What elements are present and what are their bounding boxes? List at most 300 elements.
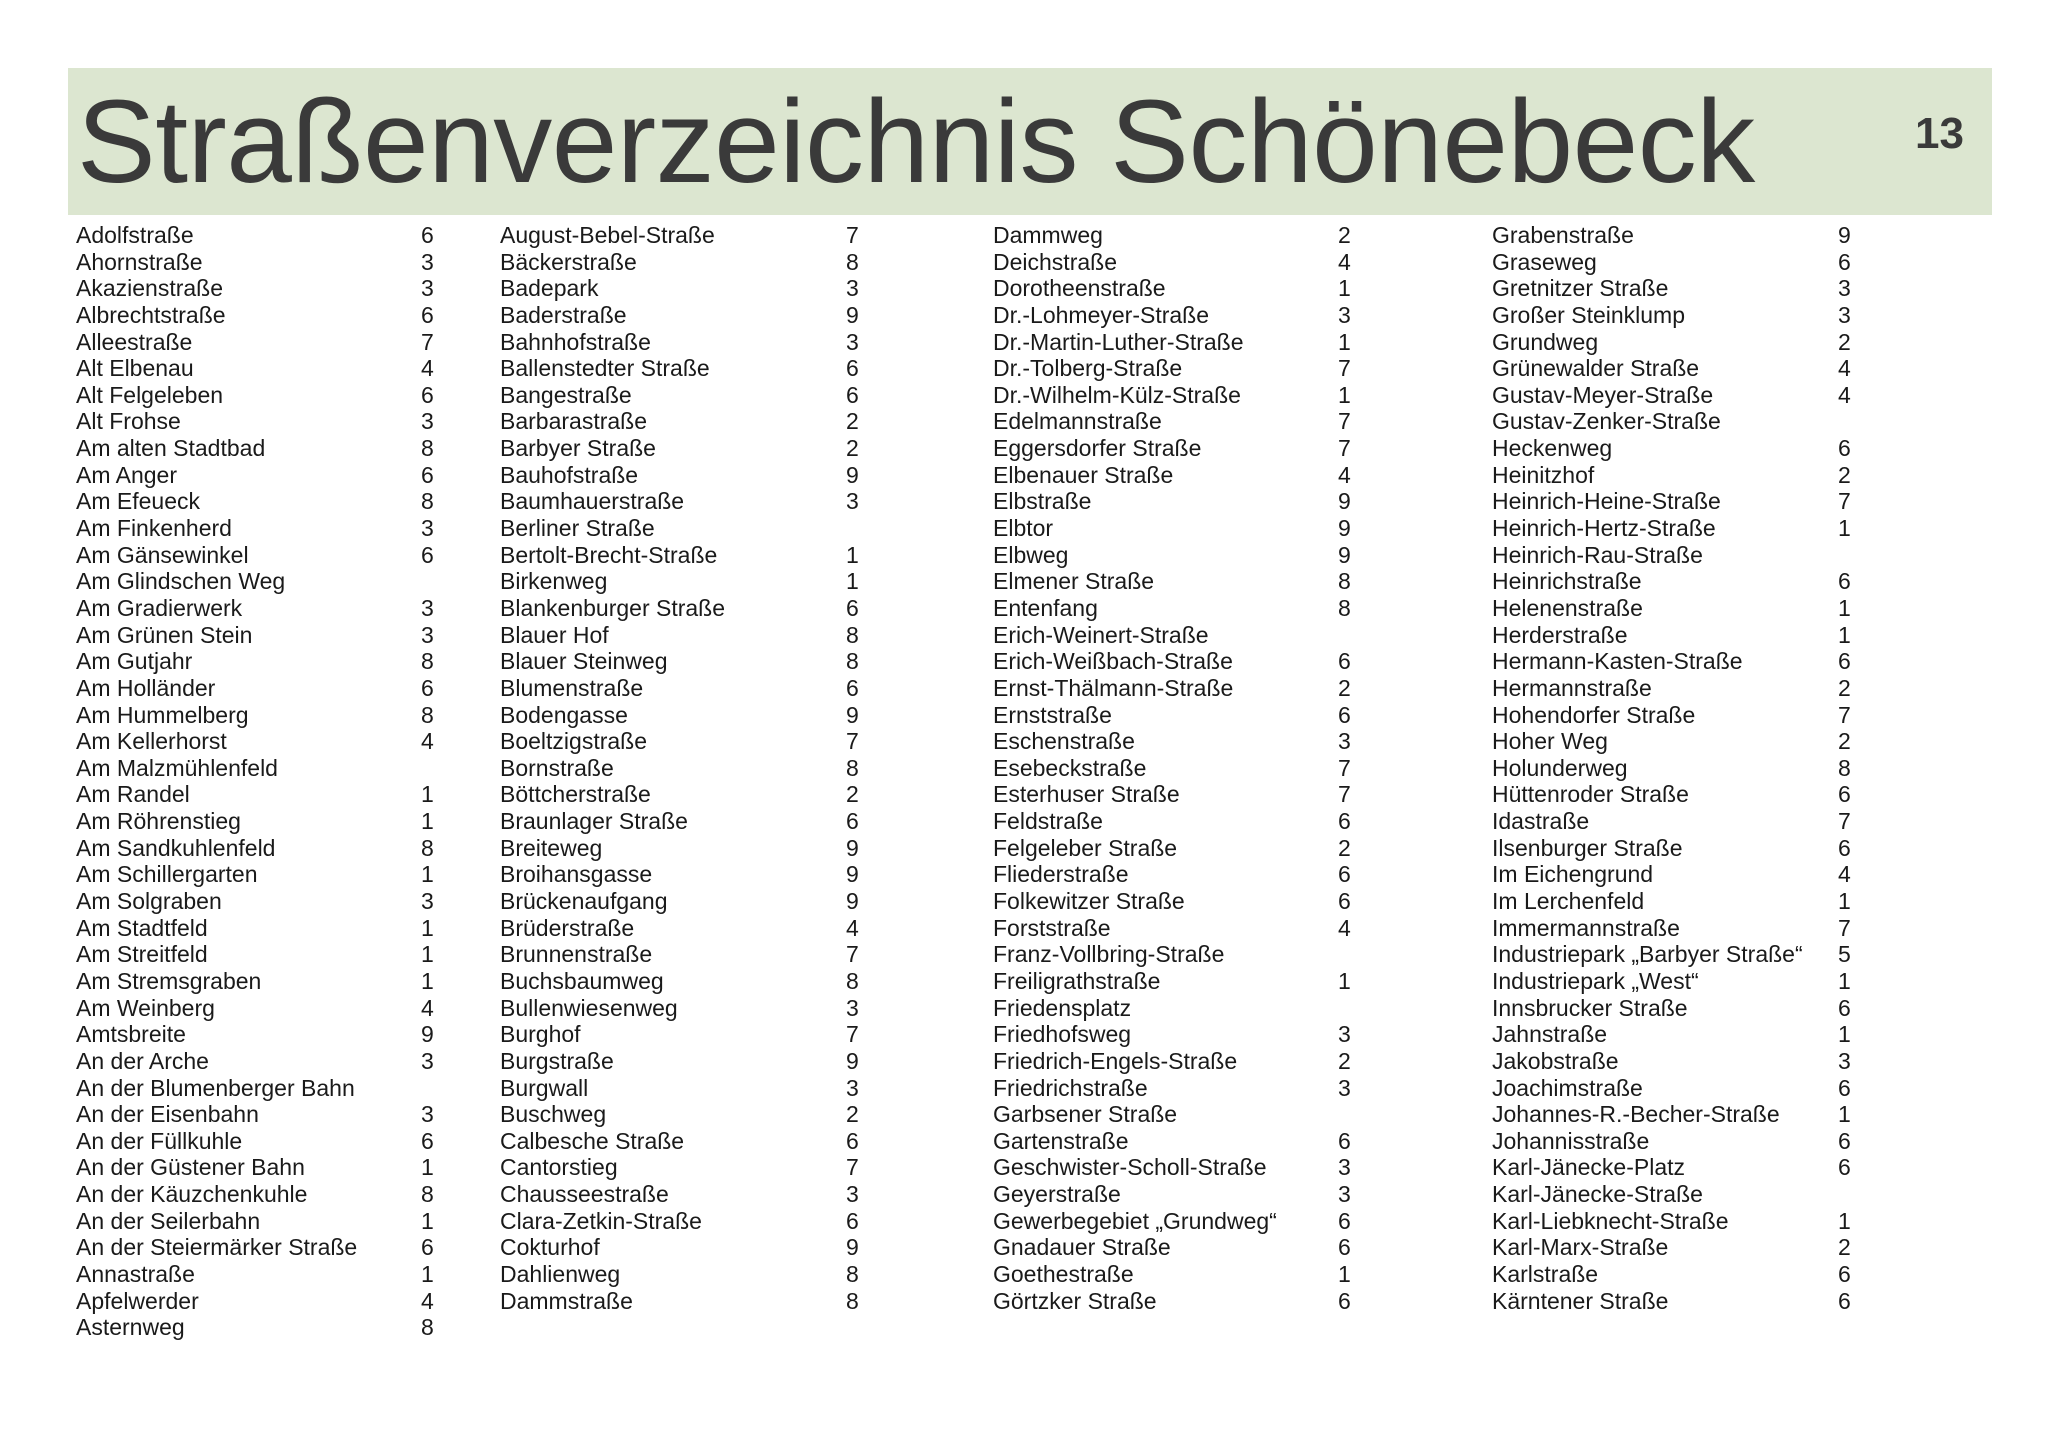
map-page-number: 1 bbox=[1338, 381, 1351, 408]
street-name: Buchsbaumweg bbox=[500, 967, 664, 994]
street-name: An der Steiermärker Straße bbox=[76, 1234, 358, 1261]
map-page-number: 2 bbox=[846, 408, 859, 435]
map-page-number: 7 bbox=[846, 1154, 859, 1181]
map-page-number: 7 bbox=[1338, 408, 1351, 435]
map-page-number: 7 bbox=[846, 728, 859, 755]
map-page-number: 1 bbox=[1838, 1207, 1851, 1234]
map-page-number: 2 bbox=[846, 1101, 859, 1128]
street-name: Bahnhofstraße bbox=[500, 328, 651, 355]
map-page-number: 2 bbox=[1338, 674, 1351, 701]
street-name: An der Seilerbahn bbox=[76, 1207, 261, 1234]
street-name: Ernst-Thälmann-Straße bbox=[993, 674, 1234, 701]
map-page-number: 1 bbox=[1338, 1260, 1351, 1287]
street-name: Jahnstraße bbox=[1492, 1021, 1608, 1048]
map-page-number: 6 bbox=[1338, 808, 1351, 835]
street-name: Am Holländer bbox=[76, 674, 216, 701]
street-name: Herderstraße bbox=[1492, 621, 1628, 648]
map-page-number: 4 bbox=[1838, 381, 1851, 408]
map-page-number: 3 bbox=[421, 621, 434, 648]
street-name: Burgstraße bbox=[500, 1047, 614, 1074]
map-page-number: 3 bbox=[1338, 1074, 1351, 1101]
map-page-number: 6 bbox=[421, 461, 434, 488]
map-page-number: 9 bbox=[1338, 541, 1351, 568]
map-page-number: 1 bbox=[1838, 594, 1851, 621]
map-page-number: 6 bbox=[846, 808, 859, 835]
map-page-number: 8 bbox=[421, 488, 434, 515]
street-name: Calbesche Straße bbox=[500, 1127, 685, 1154]
street-name: Dr.-Lohmeyer-Straße bbox=[993, 301, 1210, 328]
street-name: Annastraße bbox=[76, 1260, 195, 1287]
map-page-number: 6 bbox=[1338, 648, 1351, 675]
map-page-number: 1 bbox=[1838, 1021, 1851, 1048]
map-page-number: 7 bbox=[846, 1021, 859, 1048]
map-page-number: 6 bbox=[1838, 1287, 1851, 1314]
street-name: An der Güstener Bahn bbox=[76, 1154, 305, 1181]
map-page-number: 3 bbox=[1338, 728, 1351, 755]
map-page-number: 2 bbox=[1838, 1234, 1851, 1261]
street-name: Heinrich-Hertz-Straße bbox=[1492, 515, 1716, 542]
map-page-number: 6 bbox=[421, 674, 434, 701]
street-name: Garbsener Straße bbox=[993, 1101, 1178, 1128]
map-page-number: 1 bbox=[1838, 888, 1851, 915]
street-name: Adolfstraße bbox=[76, 222, 194, 248]
street-name: Am Malzmühlenfeld bbox=[76, 754, 278, 781]
street-name: Hüttenroder Straße bbox=[1492, 781, 1689, 808]
street-name: Holunderweg bbox=[1492, 754, 1628, 781]
street-name: Am Anger bbox=[76, 461, 177, 488]
street-name: Feldstraße bbox=[993, 808, 1103, 835]
street-name: Dammstraße bbox=[500, 1287, 633, 1314]
street-name: Franz-Vollbring-Straße bbox=[993, 941, 1225, 968]
street-name: Bornstraße bbox=[500, 754, 614, 781]
street-name: Elmener Straße bbox=[993, 568, 1155, 595]
map-page-number: 8 bbox=[421, 435, 434, 462]
street-name: Felgeleber Straße bbox=[993, 834, 1178, 861]
street-name: Forststraße bbox=[993, 914, 1111, 941]
street-name: Ernststraße bbox=[993, 701, 1112, 728]
street-name: Grünewalder Straße bbox=[1492, 355, 1700, 382]
street-name: Karl-Marx-Straße bbox=[1492, 1234, 1669, 1261]
page-title: Straßenverzeichnis Schönebeck bbox=[77, 76, 1755, 208]
street-name: Am Röhrenstieg bbox=[76, 808, 241, 835]
map-page-number: 1 bbox=[421, 781, 434, 808]
street-name: Gretnitzer Straße bbox=[1492, 275, 1669, 302]
street-name: Am Gänsewinkel bbox=[76, 541, 249, 568]
map-page-number: 3 bbox=[846, 275, 859, 302]
map-page-number: 9 bbox=[1838, 222, 1851, 248]
street-name: Am Kellerhorst bbox=[76, 728, 227, 755]
map-page-number: 7 bbox=[1838, 701, 1851, 728]
map-page-number: 6 bbox=[421, 541, 434, 568]
street-name: Dr.-Martin-Luther-Straße bbox=[993, 328, 1244, 355]
map-page-number: 3 bbox=[846, 1074, 859, 1101]
map-page-number: 3 bbox=[846, 994, 859, 1021]
map-page-number: 9 bbox=[846, 461, 859, 488]
street-name: Albrechtstraße bbox=[76, 301, 226, 328]
street-name: August-Bebel-Straße bbox=[500, 222, 715, 248]
map-page-number: 3 bbox=[1338, 1021, 1351, 1048]
map-page-number: 8 bbox=[846, 754, 859, 781]
map-page-number: 4 bbox=[421, 355, 434, 382]
street-name: Clara-Zetkin-Straße bbox=[500, 1207, 702, 1234]
map-page-number: 6 bbox=[1838, 994, 1851, 1021]
street-name: Görtzker Straße bbox=[993, 1287, 1157, 1314]
street-name: Am Finkenherd bbox=[76, 515, 232, 542]
map-page-number: 4 bbox=[1338, 914, 1351, 941]
street-name: Großer Steinklump bbox=[1492, 301, 1686, 328]
street-name: Berliner Straße bbox=[500, 515, 655, 542]
street-name: Elbstraße bbox=[993, 488, 1092, 515]
street-name: Immermannstraße bbox=[1492, 914, 1680, 941]
page-header bbox=[68, 68, 1992, 215]
street-name: Alt Frohse bbox=[76, 408, 181, 435]
map-page-number: 9 bbox=[846, 861, 859, 888]
map-page-number: 7 bbox=[1838, 914, 1851, 941]
street-name: Am Gutjahr bbox=[76, 648, 193, 675]
map-page-number: 3 bbox=[846, 488, 859, 515]
map-page-number: 6 bbox=[846, 355, 859, 382]
map-page-number: 2 bbox=[1838, 728, 1851, 755]
street-name: Hermannstraße bbox=[1492, 674, 1652, 701]
street-name: Geyerstraße bbox=[993, 1181, 1121, 1208]
street-name: Freiligrathstraße bbox=[993, 967, 1161, 994]
street-name: Bertolt-Brecht-Straße bbox=[500, 541, 718, 568]
street-name: An der Blumenberger Bahn bbox=[76, 1074, 355, 1101]
map-page-number: 1 bbox=[421, 1207, 434, 1234]
map-page-number: 6 bbox=[421, 301, 434, 328]
map-page-number: 6 bbox=[1338, 1127, 1351, 1154]
map-page-number: 1 bbox=[846, 568, 859, 595]
street-name: Edelmannstraße bbox=[993, 408, 1162, 435]
street-name: Dahlienweg bbox=[500, 1260, 621, 1287]
street-name: Hermann-Kasten-Straße bbox=[1492, 648, 1743, 675]
map-page-number: 6 bbox=[1838, 435, 1851, 462]
street-name: Am Schillergarten bbox=[76, 861, 258, 888]
street-name: Brüderstraße bbox=[500, 914, 635, 941]
street-name: Elbweg bbox=[993, 541, 1069, 568]
map-page-number: 6 bbox=[1338, 861, 1351, 888]
street-name: Buschweg bbox=[500, 1101, 607, 1128]
map-page-number: 3 bbox=[1338, 301, 1351, 328]
street-name: Goethestraße bbox=[993, 1260, 1134, 1287]
street-name: Industriepark „Barbyer Straße“ bbox=[1492, 941, 1803, 968]
street-name: Karl-Liebknecht-Straße bbox=[1492, 1207, 1729, 1234]
map-page-number: 7 bbox=[1338, 754, 1351, 781]
street-name: Am Glindschen Weg bbox=[76, 568, 286, 595]
map-page-number: 1 bbox=[421, 967, 434, 994]
street-name: Bullenwiesenweg bbox=[500, 994, 678, 1021]
map-page-number: 6 bbox=[421, 1234, 434, 1261]
street-name: Folkewitzer Straße bbox=[993, 888, 1185, 915]
street-name: Ballenstedter Straße bbox=[500, 355, 710, 382]
map-page-number: 1 bbox=[1838, 967, 1851, 994]
map-page-number: 3 bbox=[421, 1101, 434, 1128]
map-page-number: 3 bbox=[1338, 1181, 1351, 1208]
street-name: Bangestraße bbox=[500, 381, 632, 408]
map-page-number: 6 bbox=[1338, 888, 1351, 915]
map-page-number: 8 bbox=[846, 621, 859, 648]
map-page-number: 9 bbox=[1338, 488, 1351, 515]
street-name: Johannes-R.-Becher-Straße bbox=[1492, 1101, 1780, 1128]
street-name: Karl-Jänecke-Straße bbox=[1492, 1181, 1703, 1208]
map-page-number: 4 bbox=[1338, 461, 1351, 488]
street-name: Gustav-Meyer-Straße bbox=[1492, 381, 1714, 408]
street-name: Alt Elbenau bbox=[76, 355, 194, 382]
street-name: Idastraße bbox=[1492, 808, 1590, 835]
map-page-number: 8 bbox=[1338, 594, 1351, 621]
page-number: 13 bbox=[1915, 109, 1964, 158]
street-name: Joachimstraße bbox=[1492, 1074, 1643, 1101]
map-page-number: 6 bbox=[1338, 701, 1351, 728]
map-page-number: 8 bbox=[1838, 754, 1851, 781]
map-page-number: 8 bbox=[421, 1181, 434, 1208]
map-page-number: 3 bbox=[421, 515, 434, 542]
map-page-number: 3 bbox=[1838, 301, 1851, 328]
street-name: An der Käuzchenkuhle bbox=[76, 1181, 308, 1208]
street-name: Apfelwerder bbox=[76, 1287, 199, 1314]
map-page-number: 8 bbox=[846, 1287, 859, 1314]
map-page-number: 8 bbox=[846, 648, 859, 675]
street-name: Industriepark „West“ bbox=[1492, 967, 1699, 994]
street-name: Heinitzhof bbox=[1492, 461, 1595, 488]
street-name: An der Eisenbahn bbox=[76, 1101, 259, 1128]
map-page-number: 8 bbox=[846, 1260, 859, 1287]
street-name: Heinrichstraße bbox=[1492, 568, 1642, 595]
street-name: Grabenstraße bbox=[1492, 222, 1634, 248]
map-page-number: 9 bbox=[846, 1234, 859, 1261]
map-page-number: 6 bbox=[1338, 1234, 1351, 1261]
street-name: Baumhauerstraße bbox=[500, 488, 685, 515]
street-name: Burghof bbox=[500, 1021, 581, 1048]
map-page-number: 6 bbox=[1838, 834, 1851, 861]
street-name: Am Stremsgraben bbox=[76, 967, 262, 994]
map-page-number: 4 bbox=[1338, 248, 1351, 275]
map-page-number: 2 bbox=[1838, 461, 1851, 488]
street-name: Esterhuser Straße bbox=[993, 781, 1180, 808]
street-name: Am alten Stadtbad bbox=[76, 435, 266, 462]
map-page-number: 4 bbox=[846, 914, 859, 941]
street-name: Burgwall bbox=[500, 1074, 589, 1101]
map-page-number: 1 bbox=[1338, 967, 1351, 994]
map-page-number: 6 bbox=[1838, 1154, 1851, 1181]
map-page-number: 8 bbox=[421, 834, 434, 861]
map-page-number: 6 bbox=[1838, 568, 1851, 595]
street-name: Am Grünen Stein bbox=[76, 621, 253, 648]
map-page-number: 7 bbox=[1338, 355, 1351, 382]
street-name: Am Weinberg bbox=[76, 994, 215, 1021]
map-page-number: 3 bbox=[421, 888, 434, 915]
map-page-number: 7 bbox=[846, 941, 859, 968]
map-page-number: 3 bbox=[846, 328, 859, 355]
street-name: Brunnenstraße bbox=[500, 941, 653, 968]
map-page-number: 8 bbox=[421, 701, 434, 728]
street-name: Braunlager Straße bbox=[500, 808, 688, 835]
map-page-number: 6 bbox=[1838, 1127, 1851, 1154]
street-name: Gnadauer Straße bbox=[993, 1234, 1171, 1261]
map-page-number: 2 bbox=[1838, 674, 1851, 701]
street-name: Friedrich-Engels-Straße bbox=[993, 1047, 1238, 1074]
street-name: Karl-Jänecke-Platz bbox=[1492, 1154, 1686, 1181]
map-page-number: 5 bbox=[1838, 941, 1851, 968]
street-name: Cokturhof bbox=[500, 1234, 600, 1261]
street-name: Dammweg bbox=[993, 222, 1103, 248]
map-page-number: 1 bbox=[421, 808, 434, 835]
street-name: Barbyer Straße bbox=[500, 435, 656, 462]
street-name: Cantorstieg bbox=[500, 1154, 618, 1181]
map-page-number: 9 bbox=[846, 701, 859, 728]
street-name: Am Streitfeld bbox=[76, 941, 208, 968]
street-name: Am Solgraben bbox=[76, 888, 222, 915]
map-page-number: 6 bbox=[421, 381, 434, 408]
street-name: Johannisstraße bbox=[1492, 1127, 1650, 1154]
map-page-number: 6 bbox=[1838, 1260, 1851, 1287]
street-name: Elbenauer Straße bbox=[993, 461, 1174, 488]
map-page-number: 1 bbox=[421, 941, 434, 968]
map-page-number: 6 bbox=[846, 1127, 859, 1154]
map-page-number: 4 bbox=[421, 728, 434, 755]
street-name: Friedhofsweg bbox=[993, 1021, 1132, 1048]
street-name: Am Hummelberg bbox=[76, 701, 249, 728]
street-name: Bauhofstraße bbox=[500, 461, 639, 488]
street-name: Heinrich-Rau-Straße bbox=[1492, 541, 1703, 568]
street-name: Alleestraße bbox=[76, 328, 193, 355]
street-name: Eggersdorfer Straße bbox=[993, 435, 1202, 462]
street-name: Gewerbegebiet „Grundweg“ bbox=[993, 1207, 1277, 1234]
street-name: Alt Felgeleben bbox=[76, 381, 224, 408]
street-name: Hohendorfer Straße bbox=[1492, 701, 1696, 728]
map-page-number: 3 bbox=[1838, 275, 1851, 302]
map-page-number: 4 bbox=[421, 1287, 434, 1314]
map-page-number: 1 bbox=[421, 1260, 434, 1287]
map-page-number: 7 bbox=[1838, 488, 1851, 515]
street-name: Gustav-Zenker-Straße bbox=[1492, 408, 1721, 435]
street-name: Bäckerstraße bbox=[500, 248, 637, 275]
street-name: Am Sandkuhlenfeld bbox=[76, 834, 276, 861]
map-page-number: 3 bbox=[421, 1047, 434, 1074]
map-page-number: 9 bbox=[846, 834, 859, 861]
street-name: Geschwister-Scholl-Straße bbox=[993, 1154, 1267, 1181]
map-page-number: 9 bbox=[846, 1047, 859, 1074]
street-name: Blankenburger Straße bbox=[500, 594, 726, 621]
map-page-number: 2 bbox=[1338, 1047, 1351, 1074]
street-name: Ahornstraße bbox=[76, 248, 203, 275]
street-name: Entenfang bbox=[993, 594, 1098, 621]
map-page-number: 2 bbox=[846, 781, 859, 808]
street-name: Erich-Weinert-Straße bbox=[993, 621, 1209, 648]
street-name: Badepark bbox=[500, 275, 599, 302]
map-page-number: 2 bbox=[1838, 328, 1851, 355]
map-page-number: 7 bbox=[1338, 435, 1351, 462]
street-name: Boeltzigstraße bbox=[500, 728, 648, 755]
map-page-number: 4 bbox=[1838, 355, 1851, 382]
street-name: Am Stadtfeld bbox=[76, 914, 208, 941]
street-name: Dr.-Wilhelm-Külz-Straße bbox=[993, 381, 1241, 408]
street-name: Breiteweg bbox=[500, 834, 603, 861]
street-name: Am Randel bbox=[76, 781, 190, 808]
street-name: Birkenweg bbox=[500, 568, 608, 595]
map-page-number: 6 bbox=[846, 674, 859, 701]
map-page-number: 6 bbox=[846, 381, 859, 408]
map-page-number: 1 bbox=[1338, 328, 1351, 355]
street-name: Bodengasse bbox=[500, 701, 628, 728]
street-name: Hoher Weg bbox=[1492, 728, 1608, 755]
map-page-number: 1 bbox=[1838, 621, 1851, 648]
map-page-number: 9 bbox=[1338, 515, 1351, 542]
street-name: Graseweg bbox=[1492, 248, 1597, 275]
map-page-number: 8 bbox=[421, 1314, 434, 1341]
map-page-number: 7 bbox=[1338, 781, 1351, 808]
street-name: Karlstraße bbox=[1492, 1260, 1599, 1287]
street-name: Brückenaufgang bbox=[500, 888, 668, 915]
map-page-number: 3 bbox=[1338, 1154, 1351, 1181]
map-page-number: 7 bbox=[1838, 808, 1851, 835]
map-page-number: 1 bbox=[421, 861, 434, 888]
street-name: Blauer Steinweg bbox=[500, 648, 668, 675]
street-name: Baderstraße bbox=[500, 301, 627, 328]
street-name: Blumenstraße bbox=[500, 674, 644, 701]
map-page-number: 2 bbox=[846, 435, 859, 462]
street-name: Barbarastraße bbox=[500, 408, 648, 435]
street-name: Im Lerchenfeld bbox=[1492, 888, 1645, 915]
street-name: Böttcherstraße bbox=[500, 781, 651, 808]
street-name: Dr.-Tolberg-Straße bbox=[993, 355, 1183, 382]
street-name: An der Füllkuhle bbox=[76, 1127, 243, 1154]
street-name: Eschenstraße bbox=[993, 728, 1135, 755]
street-name: Kärntener Straße bbox=[1492, 1287, 1669, 1314]
map-page-number: 6 bbox=[1338, 1207, 1351, 1234]
map-page-number: 8 bbox=[421, 648, 434, 675]
street-name: Fliederstraße bbox=[993, 861, 1129, 888]
street-name: Gartenstraße bbox=[993, 1127, 1129, 1154]
map-page-number: 6 bbox=[1838, 248, 1851, 275]
street-name: Heinrich-Heine-Straße bbox=[1492, 488, 1721, 515]
map-page-number: 3 bbox=[421, 408, 434, 435]
map-page-number: 8 bbox=[846, 248, 859, 275]
map-page-number: 6 bbox=[421, 222, 434, 248]
street-name: Erich-Weißbach-Straße bbox=[993, 648, 1233, 675]
map-page-number: 8 bbox=[846, 967, 859, 994]
map-page-number: 3 bbox=[421, 248, 434, 275]
street-name: Im Eichengrund bbox=[1492, 861, 1654, 888]
street-name: Amtsbreite bbox=[76, 1021, 186, 1048]
street-name: Esebeckstraße bbox=[993, 754, 1147, 781]
map-page-number: 2 bbox=[1338, 834, 1351, 861]
map-page-number: 3 bbox=[421, 275, 434, 302]
map-page-number: 6 bbox=[421, 1127, 434, 1154]
street-name: Am Efeueck bbox=[76, 488, 200, 515]
map-page-number: 6 bbox=[1838, 648, 1851, 675]
street-name: An der Arche bbox=[76, 1047, 209, 1074]
street-name: Friedensplatz bbox=[993, 994, 1132, 1021]
map-page-number: 1 bbox=[421, 914, 434, 941]
map-page-number: 6 bbox=[1838, 781, 1851, 808]
street-name: Friedrichstraße bbox=[993, 1074, 1148, 1101]
street-name: Akazienstraße bbox=[76, 275, 224, 302]
street-name: Deichstraße bbox=[993, 248, 1117, 275]
map-page-number: 6 bbox=[846, 594, 859, 621]
map-page-number: 9 bbox=[846, 888, 859, 915]
map-page-number: 9 bbox=[421, 1021, 434, 1048]
map-page-number: 1 bbox=[1838, 1101, 1851, 1128]
map-page-number: 7 bbox=[846, 222, 859, 248]
street-name: Elbtor bbox=[993, 515, 1054, 542]
street-name: Am Gradierwerk bbox=[76, 594, 243, 621]
map-page-number: 1 bbox=[421, 1154, 434, 1181]
street-name: Heckenweg bbox=[1492, 435, 1613, 462]
street-name: Blauer Hof bbox=[500, 621, 609, 648]
street-name: Broihansgasse bbox=[500, 861, 653, 888]
map-page-number: 3 bbox=[846, 1181, 859, 1208]
